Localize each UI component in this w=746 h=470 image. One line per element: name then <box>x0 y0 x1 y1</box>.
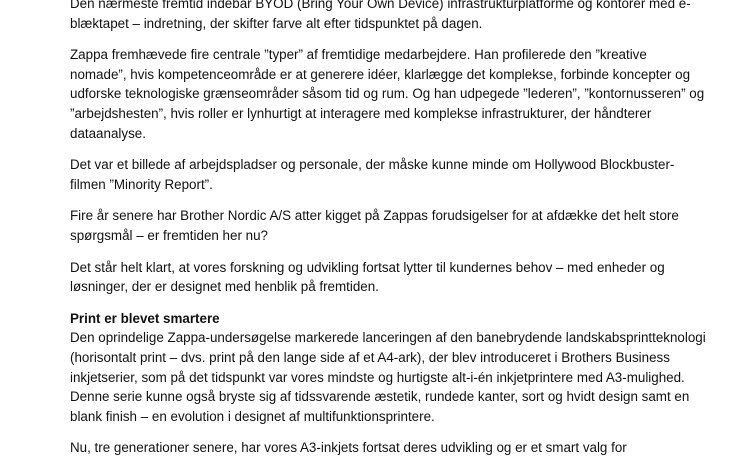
paragraph-minority-report <box>70 155 710 194</box>
text-line: Fire år senere har Brother Nordic A/S atter kigget på Zappas forudsigelser for at afdække det helt store <box>70 208 679 224</box>
text-line: Det står helt klart, at vores forskning og udvikling fortsat lytter til kundernes behov – med enheder og <box>70 259 665 275</box>
text-line: ”arbejdshesten”, hvis roller er lynhurtigt at interagere med komplekse infrastrukturer, der håndterer <box>70 105 652 121</box>
text-line: Den nærmeste fremtid indebar BYOD (Bring Your Own Device) infrastrukturplatforme og kontorer med e- <box>70 0 691 11</box>
section-heading: Print er blevet smartere <box>70 310 220 326</box>
paragraph-employee-types <box>70 45 710 143</box>
text-line: blank finish – en evolution i designet af multifunktionsprintere. <box>70 408 435 424</box>
text-line: udforske teknologiske grænseområder såsom tid og rum. Og han udpegede ”lederen”, ”kontornusseren” og <box>70 86 705 102</box>
paragraph-four-years-later <box>70 206 710 245</box>
text-line: Det var et billede af arbejdspladser og personale, der måske kunne minde om Hollywood Blockbuster- <box>70 157 675 173</box>
text-line: nomade”, hvis kompetenceområde er at generere idéer, klarlægge det komplekse, forbinde koncepter og <box>70 66 691 82</box>
text-line: inkjetserier, som på det tidspunkt var vores mindste og hurtigste alt-i-én inkjetprintere med A3-mulighed. <box>70 369 685 385</box>
paragraph-three-generations <box>70 438 710 458</box>
text-line: Den oprindelige Zappa-undersøgelse markerede lanceringen af den banebrydende landskabsprintteknologi <box>70 330 706 346</box>
text-line: spørgsmål – er fremtiden her nu? <box>70 227 268 243</box>
text-line: Zappa fremhævede fire centrale ”typer” af fremtidige medarbejdere. Han profilerede den ”kreative <box>70 47 647 63</box>
paragraph-landscape-print <box>70 328 710 426</box>
text-line: Denne serie kunne også bryste sig af tidssvarende æstetik, rundede kanter, sort og hvidt design samt en <box>70 389 690 405</box>
text-line: (horisontalt print – dvs. print på den lange side af et A4-ark), der blev introduceret i Brothers Business <box>70 349 670 365</box>
text-line: filmen ”Minority Report”. <box>70 176 213 192</box>
document-page <box>70 0 710 470</box>
paragraph-byod <box>70 0 710 33</box>
paragraph-research <box>70 258 710 297</box>
text-line: Nu, tre generationer senere, har vores A3-inkjets fortsat deres udvikling og er et smart valg for <box>70 440 627 456</box>
text-line: blæktapet – indretning, der skifter farve alt efter tidspunktet på dagen. <box>70 15 483 31</box>
text-line: løsninger, der er designet med henblik på fremtiden. <box>70 279 379 295</box>
text-line: dataanalyse. <box>70 125 146 141</box>
